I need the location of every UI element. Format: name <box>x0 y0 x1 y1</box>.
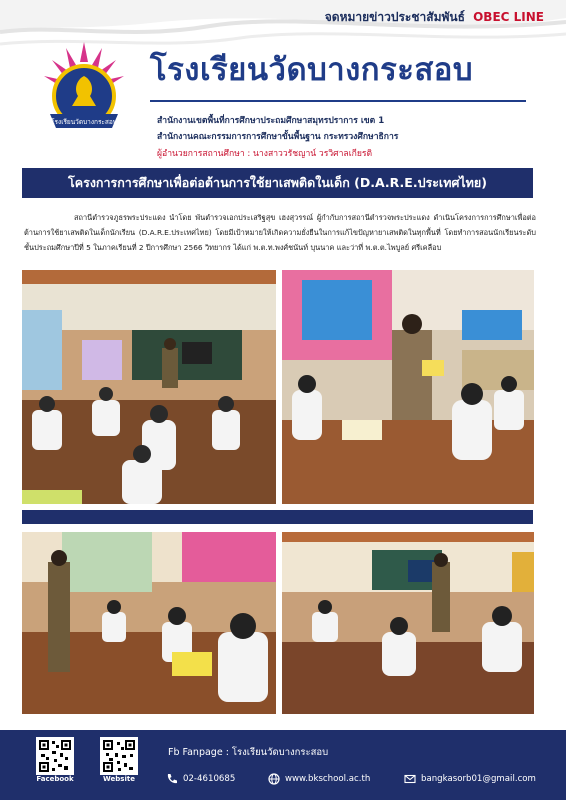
phone-icon <box>166 773 178 785</box>
footer-bar <box>0 730 566 800</box>
photo-classroom-1 <box>22 270 276 504</box>
website-url: www.bkschool.ac.th <box>285 774 371 784</box>
article-title: โครงการการศึกษาเพื่อต่อต้านการใช้ยาเสพติดในเด็ก (D.A.R.E.ประเทศไทย) <box>68 175 487 190</box>
fanpage-text[interactable]: Fb Fanpage : โรงเรียนวัดบางกระสอบ <box>168 747 329 758</box>
qr-code-icon <box>100 737 138 775</box>
logo-text: โรงเรียนวัดบางกระสอบ <box>51 118 117 126</box>
title-divider <box>150 100 526 102</box>
facebook-qr[interactable] <box>30 737 80 783</box>
photo-classroom-2 <box>282 270 534 504</box>
newsletter-label <box>325 8 544 27</box>
qr-code-icon <box>36 737 74 775</box>
globe-icon <box>268 773 280 785</box>
newsletter-title: จดหมายข่าวประชาสัมพันธ์ <box>324 10 465 24</box>
school-name: โรงเรียนวัดบางกระสอบ <box>150 52 474 88</box>
email-address: bangkasorb01@gmail.com <box>421 774 536 784</box>
email-contact[interactable] <box>404 773 536 785</box>
director-line: ผู้อำนวยการสถานศึกษา : นางสาววรัชญาน์ วรวิศาลเกียรติ <box>157 149 373 159</box>
office-line-1: สำนักงานเขตพื้นที่การศึกษาประถมศึกษาสมุทรปราการ เขต 1 <box>157 116 385 126</box>
email-icon <box>404 773 416 785</box>
article-body: สถานีตำรวจภูธรพระประแดง นำโดย พันตำรวจเอกประเสริฐสุข เฮงสุวรรณ์ ผู้กำกับการสถานีตำรวจพระประแดง ดำเนินโครงการการศึกษาเพื่อต่อต้านการใช้ยาเสพติดในเด็กนักเรียน (D.A.R.E.ประเทศไทย) โดยมีเป้าหมายให้เกิดความยั่งยืนในการแก้ไขปัญหายาเสพติดในทุกพื้นที่ โดยทำการสอนนักเรียนระดับชั้นประถมศึกษาปีที่ 5 ในภาคเรียนที่ 2 ปีการศึกษา 2566 วิทยากร ได้แก่ พ.ต.ท.พงศ์ชนันท์ บุนนาค และว่าที่ พ.ต.ต.ไพบูลย์ ศรีเคลือบ <box>24 213 536 252</box>
phone-number: 02-4610685 <box>183 774 236 784</box>
photo-classroom-4 <box>282 532 534 714</box>
website-qr[interactable] <box>94 737 144 783</box>
photo-classroom-3 <box>22 532 276 714</box>
school-logo <box>36 40 132 136</box>
facebook-label: Facebook <box>36 775 74 783</box>
phone-contact[interactable] <box>166 773 235 785</box>
website-contact[interactable] <box>268 773 370 785</box>
office-line-2: สำนักงานคณะกรรมการการศึกษาขั้นพื้นฐาน กระทรวงศึกษาธิการ <box>157 132 399 142</box>
website-label: Website <box>103 775 135 783</box>
photo-divider-band <box>22 510 533 524</box>
obec-line-label: OBEC LINE <box>473 10 544 24</box>
